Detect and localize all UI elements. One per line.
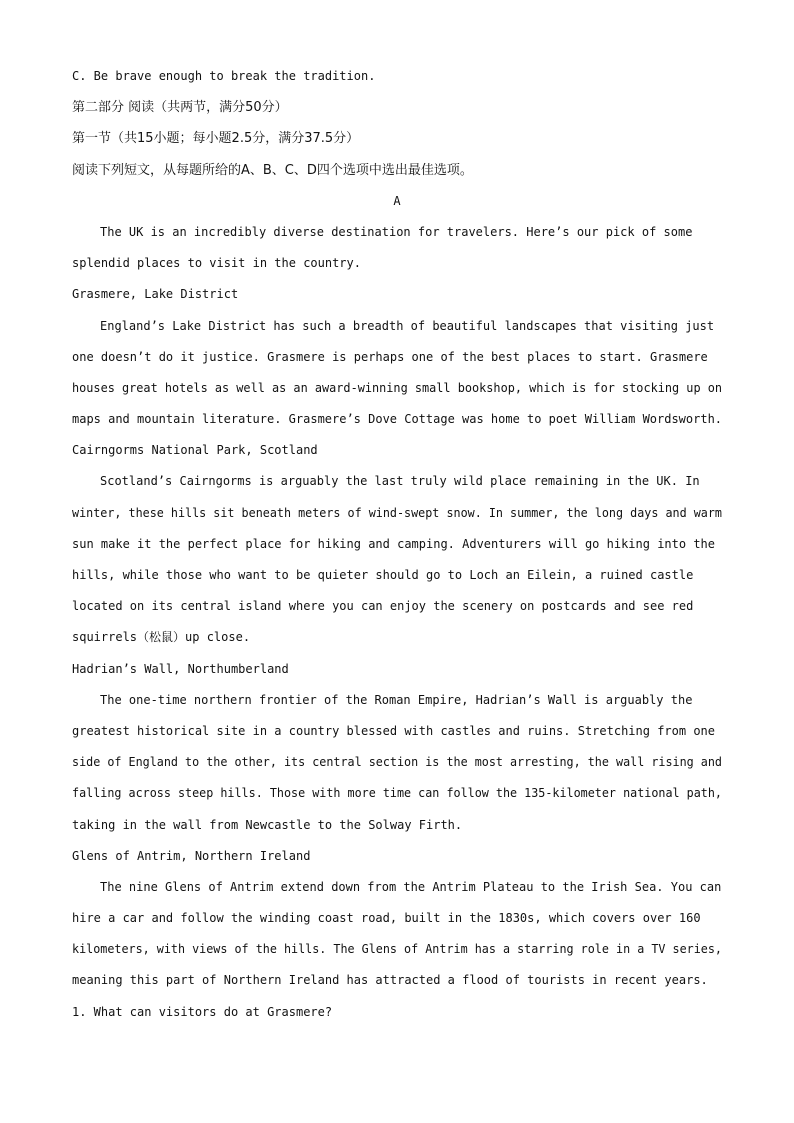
text-line: sun make it the perfect place for hiking and camping. Adventurers will go hiking into the xyxy=(72,536,715,551)
text-line: squirrels（松鼠）up close. xyxy=(72,630,251,645)
paragraph-line xyxy=(72,903,722,934)
paragraph-line xyxy=(72,810,722,841)
text-line: The nine Glens of Antrim extend down from the Antrim Plateau to the Irish Sea. You can xyxy=(100,879,722,894)
text-line: houses great hotels as well as an award-winning small bookshop, which is for stocking up on xyxy=(72,380,723,395)
document-page xyxy=(72,61,722,1028)
place-heading xyxy=(72,654,722,685)
section-heading xyxy=(72,92,722,123)
text-line: Scotland’s Cairngorms is arguably the last truly wild place remaining in the UK. In xyxy=(100,474,700,489)
paragraph-line xyxy=(72,685,722,716)
text-line: The UK is an incredibly diverse destination for travelers. Here’s our pick of some xyxy=(100,224,693,239)
text-line: side of England to the other, its central section is the most arresting, the wall rising and xyxy=(72,755,722,770)
text-line: located on its central island where you can enjoy the scenery on postcards and see red xyxy=(72,599,694,614)
paragraph-line xyxy=(72,560,722,591)
paragraph-line xyxy=(72,716,722,747)
paragraph-line xyxy=(72,747,722,778)
text-line: 第一节（共15小题；每小题2.5分，满分37.5分） xyxy=(72,131,360,147)
text-line: Glens of Antrim, Northern Ireland xyxy=(72,848,311,863)
paragraph-line xyxy=(72,498,722,529)
text-line: one doesn’t do it justice. Grasmere is perhaps one of the best places to start. Grasmere xyxy=(72,349,708,364)
text-line: hills, while those who want to be quieter should go to Loch an Eilein, a ruined castle xyxy=(72,568,694,582)
text-line: 1. What can visitors do at Grasmere? xyxy=(72,1004,333,1019)
paragraph-line xyxy=(72,778,722,809)
text-line: winter, these hills sit beneath meters of wind-swept snow. In summer, the long days and warm xyxy=(72,505,722,520)
subsection-heading xyxy=(72,123,722,154)
text-line: greatest historical site in a country blessed with castles and ruins. Stretching from one xyxy=(72,723,715,738)
passage-label xyxy=(72,186,722,217)
text-line: C. Be brave enough to break the tradition. xyxy=(72,69,376,83)
text-line: hire a car and follow the winding coast road, built in the 1830s, which covers over 160 xyxy=(72,911,701,926)
paragraph-line xyxy=(72,311,722,342)
text-line: kilometers, with views of the hills. The Glens of Antrim has a starring role in a TV series, xyxy=(72,942,722,957)
text-line: Cairngorms National Park, Scotland xyxy=(72,443,318,458)
text-line: 第二部分 阅读（共两节，满分50分） xyxy=(72,100,288,116)
text-line: A xyxy=(393,193,401,208)
text-line: taking in the wall from Newcastle to the Solway Firth. xyxy=(72,817,463,832)
text-line: Grasmere, Lake District xyxy=(72,287,239,302)
paragraph-line xyxy=(72,217,722,248)
paragraph-line xyxy=(72,404,722,435)
paragraph-line xyxy=(72,373,722,404)
text-line: splendid places to visit in the country. xyxy=(72,256,361,271)
text-line: The one-time northern frontier of the Roman Empire, Hadrian’s Wall is arguably the xyxy=(100,692,693,707)
place-heading xyxy=(72,435,722,466)
paragraph-line xyxy=(72,591,722,622)
text-line: Hadrian’s Wall, Northumberland xyxy=(72,661,289,676)
paragraph-line xyxy=(72,466,722,497)
question-1 xyxy=(72,997,722,1028)
text-line: 阅读下列短文，从每题所给的A、B、C、D四个选项中选出最佳选项。 xyxy=(72,162,473,178)
paragraph-line xyxy=(72,622,722,653)
text-line: meaning this part of Northern Ireland has attracted a flood of tourists in recent years. xyxy=(72,973,708,988)
paragraph-line xyxy=(72,872,722,903)
text-line: England’s Lake District has such a breadth of beautiful landscapes that visiting just xyxy=(100,318,715,333)
option-c-line xyxy=(72,61,722,92)
place-heading xyxy=(72,279,722,310)
paragraph-line xyxy=(72,529,722,560)
instructions xyxy=(72,155,722,186)
paragraph-line xyxy=(72,342,722,373)
text-line: maps and mountain literature. Grasmere’s Dove Cottage was home to poet William Wordsworth. xyxy=(72,412,723,427)
paragraph-line xyxy=(72,248,722,279)
paragraph-line xyxy=(72,934,722,965)
paragraph-line xyxy=(72,965,722,996)
text-line: falling across steep hills. Those with more time can follow the 135-kilometer national path, xyxy=(72,786,722,801)
place-heading xyxy=(72,841,722,872)
